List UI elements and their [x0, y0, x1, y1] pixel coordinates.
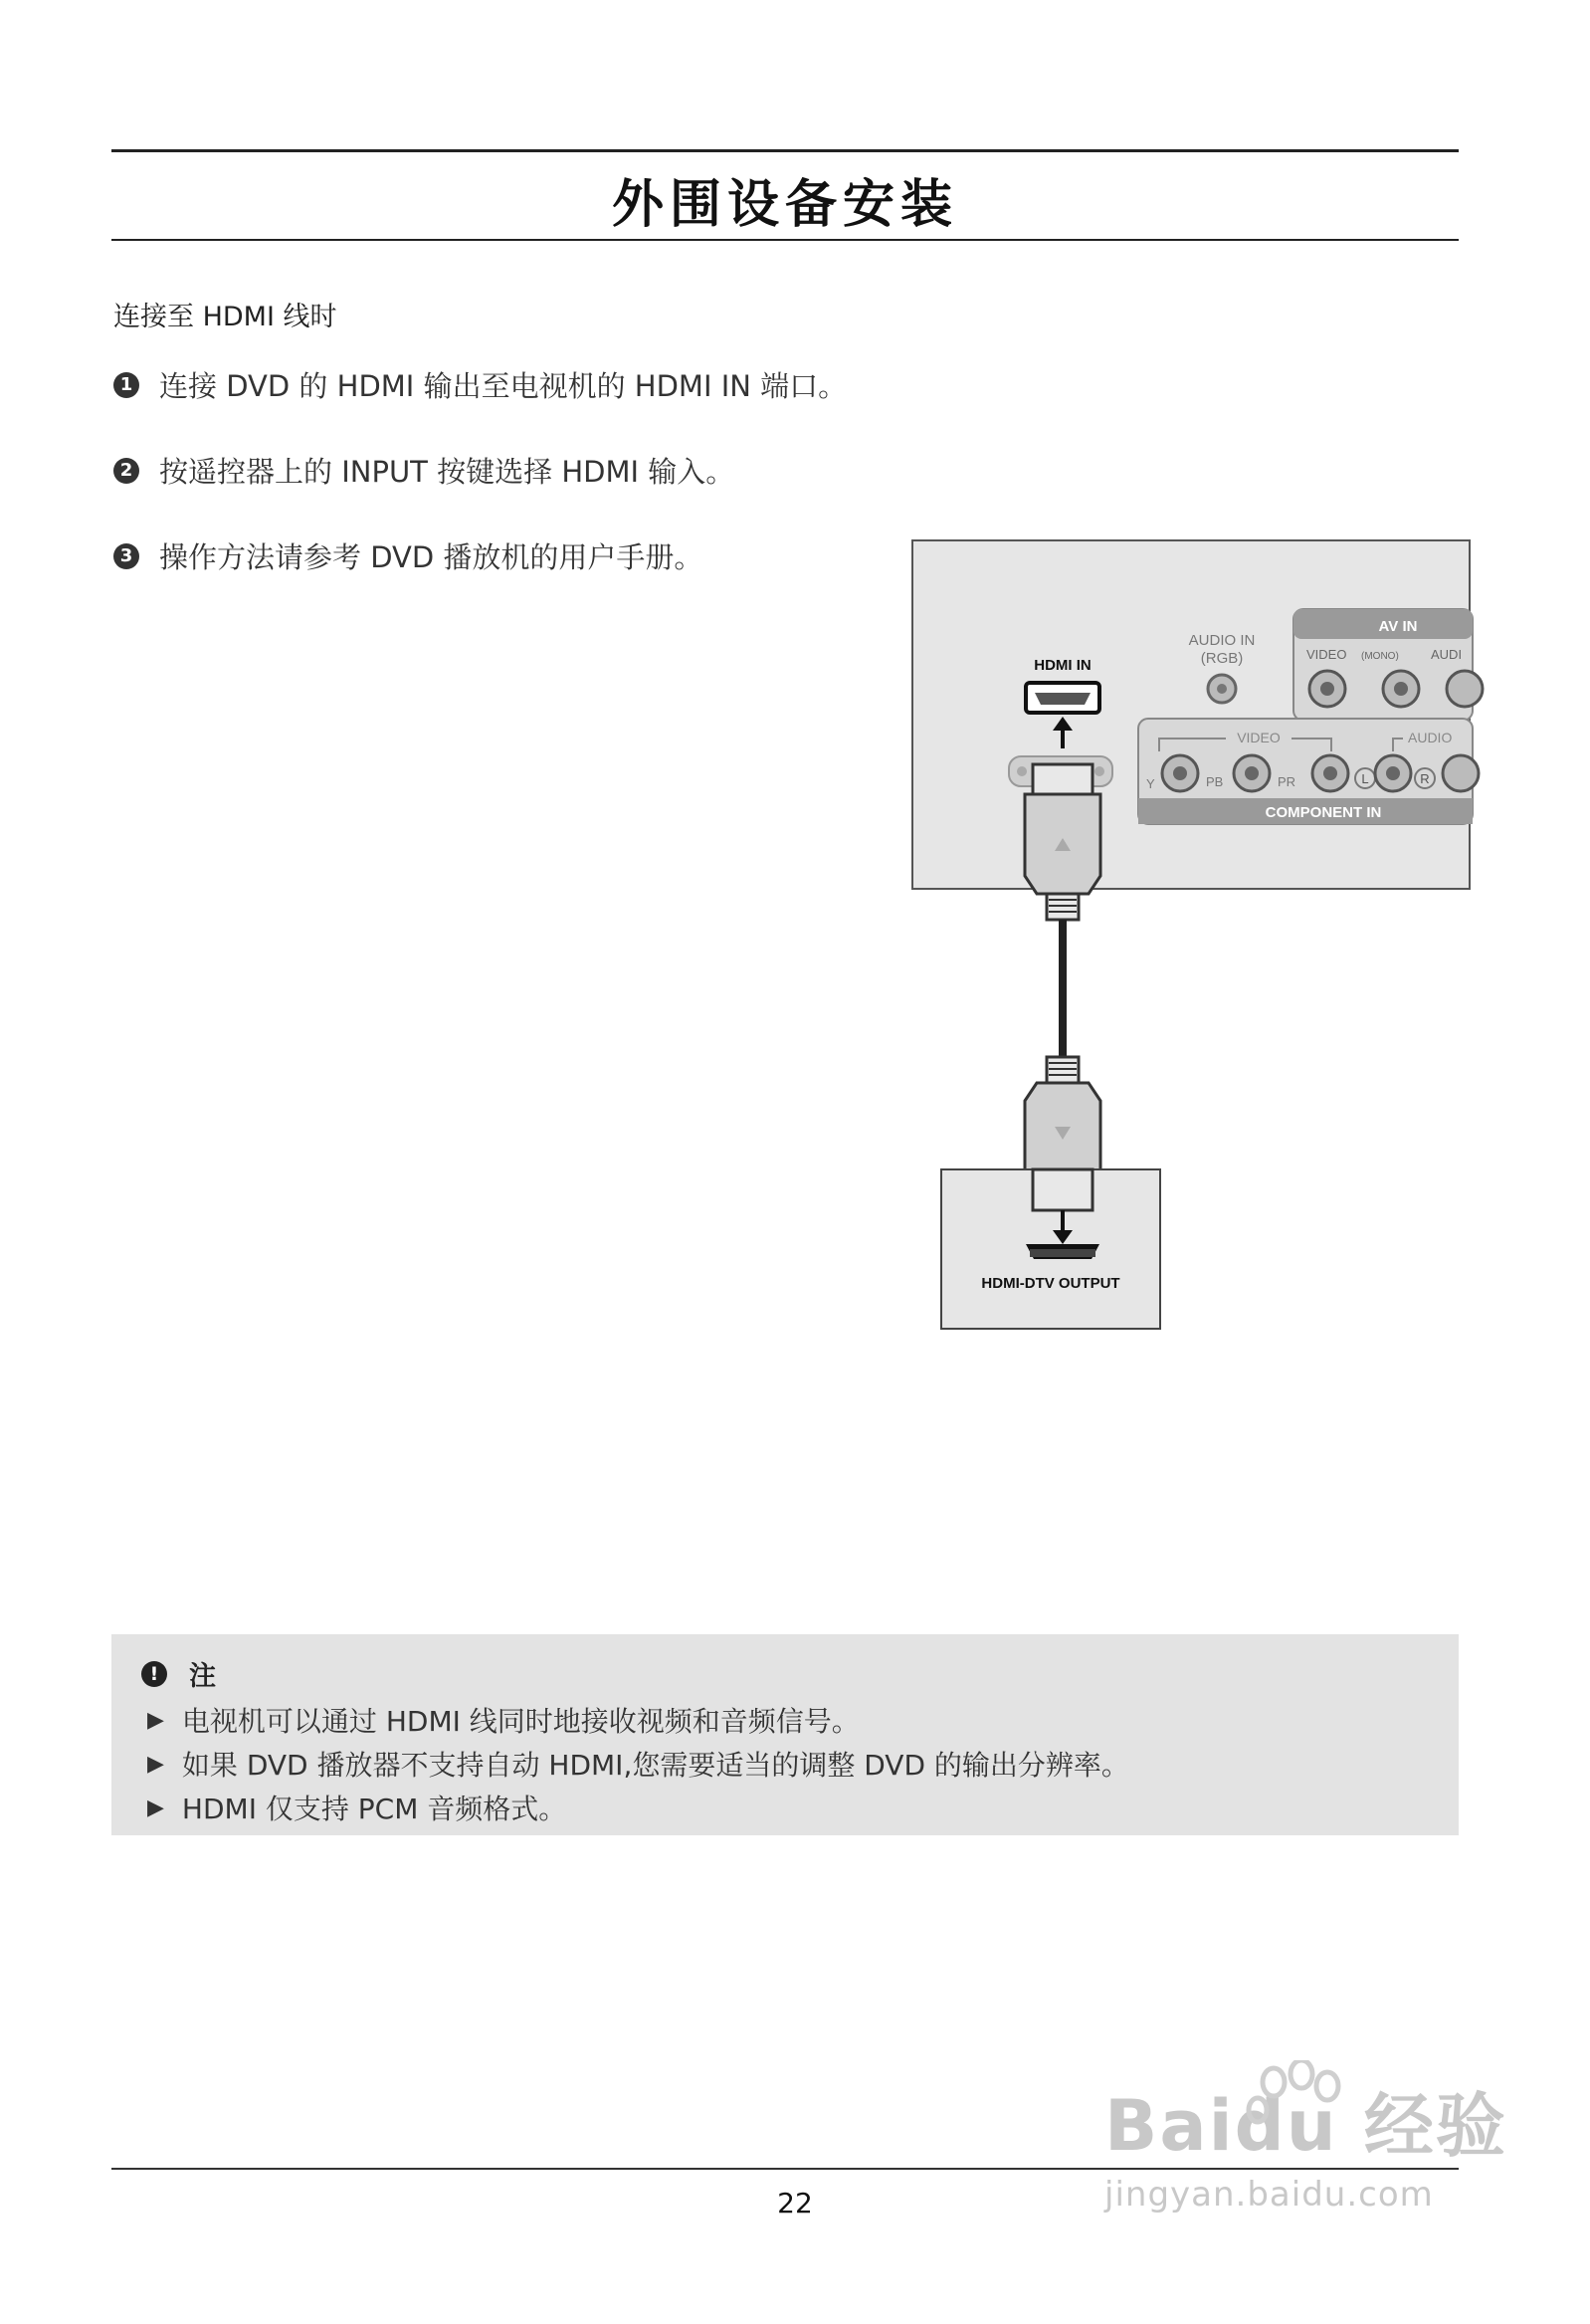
note-item-text: 电视机可以通过 HDMI 线同时地接收视频和音频信号。: [181, 1705, 860, 1738]
exclamation-icon: !: [141, 1661, 167, 1687]
note-heading-text: 注: [189, 1661, 216, 1692]
comp-audio-label: AUDIO: [1408, 730, 1453, 745]
comp-r-jack-icon: [1443, 755, 1479, 791]
step-number-icon: 1: [113, 372, 139, 398]
comp-l-label: L: [1361, 771, 1369, 786]
watermark-url: jingyan.baidu.com: [1104, 2175, 1434, 2215]
section-subtitle: 连接至 HDMI 线时: [113, 302, 337, 332]
step-text: 按遥控器上的 INPUT 按键选择 HDMI 输入。: [159, 455, 735, 489]
baidu-watermark: [1104, 2070, 1507, 2215]
step-number-icon: 2: [113, 458, 139, 484]
step-text: 操作方法请参考 DVD 播放机的用户手册。: [159, 540, 703, 574]
note-item-text: HDMI 仅支持 PCM 音频格式。: [181, 1793, 567, 1825]
av-mono-label: (MONO): [1361, 651, 1399, 662]
comp-video-label: VIDEO: [1237, 730, 1281, 745]
av-in-label: AV IN: [1378, 618, 1418, 635]
triangle-bullet-icon: ▶: [147, 1751, 164, 1777]
step-text: 连接 DVD 的 HDMI 输出至电视机的 HDMI IN 端口。: [159, 369, 848, 403]
note-item: [147, 1788, 566, 1827]
note-item-text: 如果 DVD 播放器不支持自动 HDMI,您需要适当的调整 DVD 的输出分辨率。: [181, 1749, 1129, 1782]
hdmi-plug-top-icon: [1025, 764, 1100, 920]
dvd-output-label: HDMI-DTV OUTPUT: [981, 1275, 1120, 1292]
page-title: 外围设备安装: [611, 175, 958, 235]
hdmi-cable: [1059, 920, 1067, 1057]
page-number: 22: [777, 2187, 813, 2219]
watermark-brand: Baidu 经验: [1104, 2085, 1507, 2167]
step-number-icon: 3: [113, 543, 139, 569]
audio-in-label: AUDIO IN: [1188, 632, 1256, 649]
note-heading: [141, 1654, 216, 1693]
av-audio-r-jack-icon: [1447, 671, 1483, 707]
audio-in-rgb-label: (RGB): [1200, 650, 1244, 667]
component-in-label: COMPONENT IN: [1265, 804, 1382, 821]
comp-r-label: R: [1420, 771, 1430, 786]
hdmi-in-label: HDMI IN: [1034, 657, 1092, 674]
triangle-bullet-icon: ▶: [147, 1707, 164, 1733]
comp-y-label: Y: [1146, 776, 1155, 791]
comp-pb-label: PB: [1206, 774, 1224, 789]
paw-logo-icon: [1244, 2060, 1353, 2150]
comp-pr-label: PR: [1278, 774, 1296, 789]
triangle-bullet-icon: ▶: [147, 1795, 164, 1820]
note-item: [147, 1744, 1129, 1784]
note-item: [147, 1700, 860, 1740]
av-video-label: VIDEO: [1306, 647, 1347, 662]
av-audio-label: AUDI: [1431, 647, 1463, 662]
note-box: [111, 1634, 1459, 1835]
